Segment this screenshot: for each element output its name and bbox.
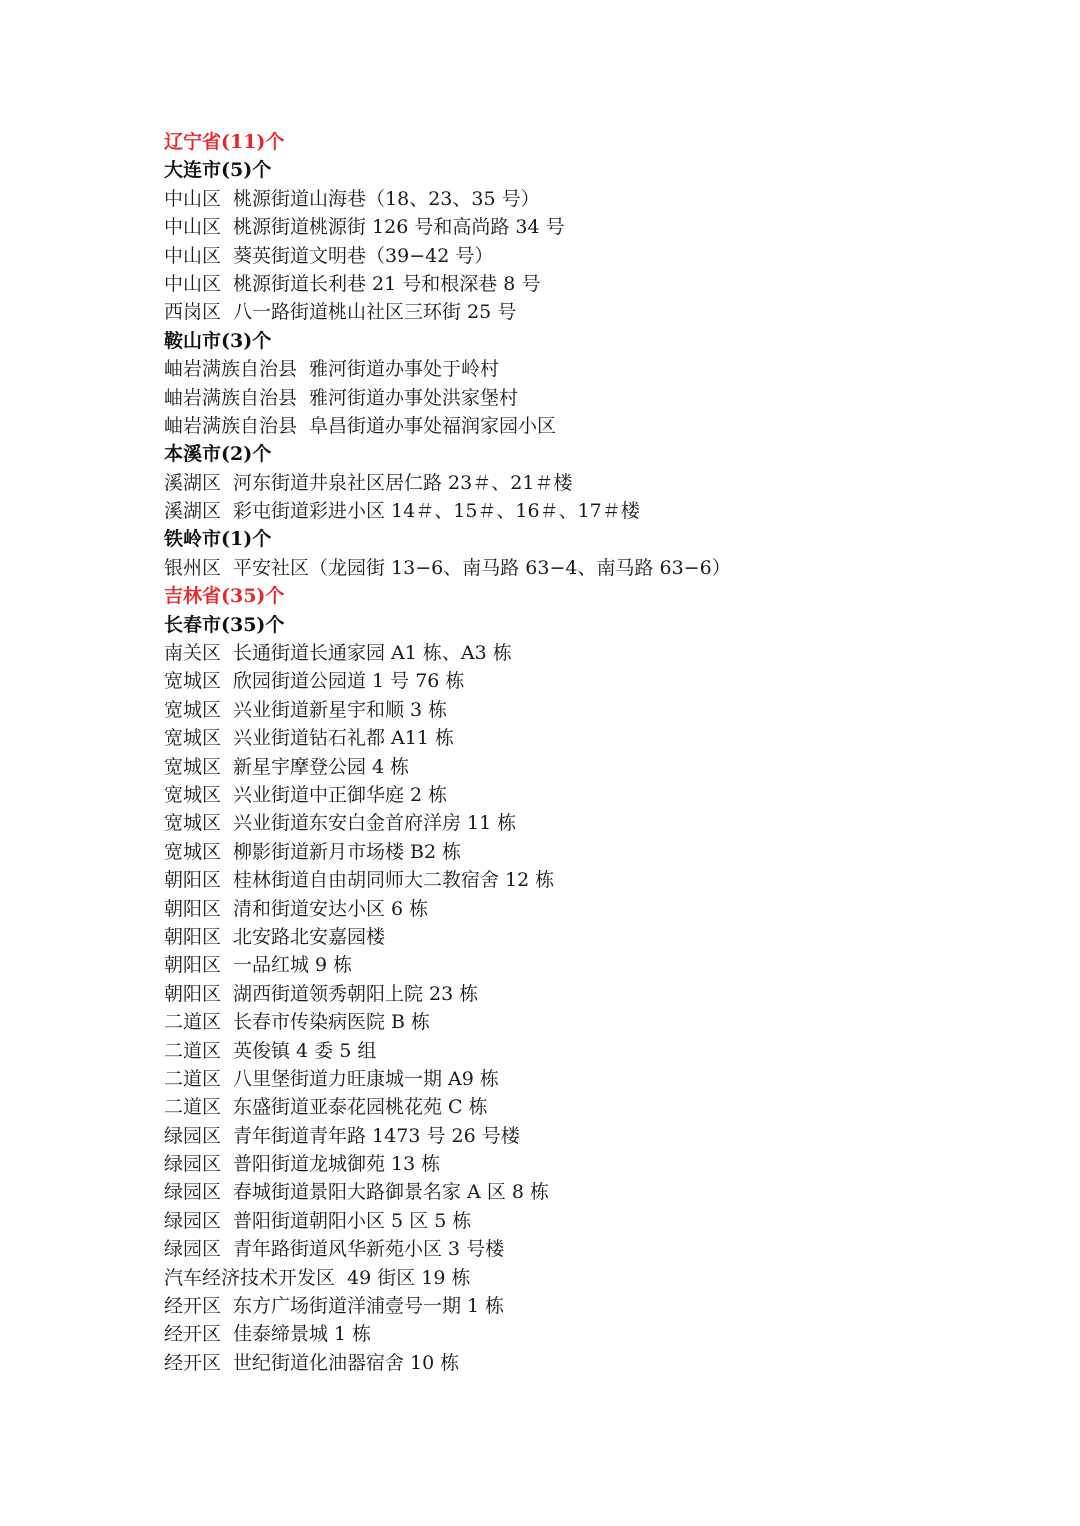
district-label: 经开区 xyxy=(164,1351,222,1374)
list-item xyxy=(164,753,1044,781)
district-label: 朝阳区 xyxy=(164,954,222,977)
address-text: 北安路北安嘉园楼 xyxy=(233,925,386,948)
address-text: 欣园街道公园道 1 号 76 栋 xyxy=(233,670,465,693)
district-label: 中山区 xyxy=(164,216,222,239)
district-label: 绿园区 xyxy=(164,1153,222,1176)
address-text: 八一路街道桃山社区三环街 25 号 xyxy=(233,301,517,324)
address-text: 桃源街道桃源街 126 号和高尚路 34 号 xyxy=(233,216,565,239)
address-text: 49 街区 19 栋 xyxy=(347,1266,471,1289)
list-item xyxy=(164,951,1044,979)
district-label: 朝阳区 xyxy=(164,925,222,948)
list-item xyxy=(164,355,1044,383)
district-label: 朝阳区 xyxy=(164,869,222,892)
document-body xyxy=(164,128,1044,1406)
list-item xyxy=(164,384,1044,412)
district-label: 宽城区 xyxy=(164,670,222,693)
city-heading: 铁岭市(1)个 xyxy=(164,528,272,551)
district-label: 宽城区 xyxy=(164,812,222,835)
list-item xyxy=(164,667,1044,695)
address-text: 葵英街道文明巷（39−42 号） xyxy=(233,244,494,267)
address-text: 东方广场街道洋浦壹号一期 1 栋 xyxy=(233,1295,505,1318)
list-item xyxy=(164,866,1044,894)
list-item xyxy=(164,895,1044,923)
list-item xyxy=(164,1320,1044,1348)
address-text: 兴业街道钻石礼都 A11 栋 xyxy=(233,727,454,750)
address-text: 柳影街道新月市场楼 B2 栋 xyxy=(233,840,462,863)
address-text: 河东街道井泉社区居仁路 23＃、21＃楼 xyxy=(233,471,573,494)
province-heading: 吉林省(35)个 xyxy=(164,585,285,608)
district-label: 朝阳区 xyxy=(164,897,222,920)
address-text: 普阳街道朝阳小区 5 区 5 栋 xyxy=(233,1209,472,1232)
address-text: 平安社区（龙园街 13−6、南马路 63−4、南马路 63−6） xyxy=(233,556,731,579)
district-label: 西岗区 xyxy=(164,301,222,324)
district-label: 岫岩满族自治县 xyxy=(164,358,298,381)
list-item xyxy=(164,213,1044,241)
address-text: 世纪街道化油器宿舍 10 栋 xyxy=(233,1351,460,1374)
address-text: 兴业街道新星宇和顺 3 栋 xyxy=(233,698,448,721)
district-label: 中山区 xyxy=(164,244,222,267)
district-label: 绿园区 xyxy=(164,1181,222,1204)
list-item xyxy=(164,781,1044,809)
list-item xyxy=(164,1235,1044,1263)
address-text: 佳泰缔景城 1 栋 xyxy=(233,1323,372,1346)
address-text: 阜昌街道办事处福润家园小区 xyxy=(309,414,557,437)
address-text: 雅河街道办事处洪家堡村 xyxy=(309,386,519,409)
province-heading: 辽宁省(11)个 xyxy=(164,131,285,153)
address-text: 湖西街道领秀朝阳上院 23 栋 xyxy=(233,982,479,1005)
list-item xyxy=(164,1207,1044,1235)
list-item xyxy=(164,639,1044,667)
address-text: 彩屯街道彩进小区 14＃、15＃、16＃、17＃楼 xyxy=(233,500,640,523)
district-label: 溪湖区 xyxy=(164,471,222,494)
district-label: 宽城区 xyxy=(164,698,222,721)
district-label: 中山区 xyxy=(164,272,222,295)
list-item xyxy=(164,469,1044,497)
district-label: 二道区 xyxy=(164,1011,222,1034)
address-text: 东盛街道亚泰花园桃花苑 C 栋 xyxy=(233,1096,488,1119)
list-item xyxy=(164,696,1044,724)
address-text: 新星宇摩登公园 4 栋 xyxy=(233,755,410,778)
address-text: 桃源街道长利巷 21 号和根深巷 8 号 xyxy=(233,272,541,295)
list-item xyxy=(164,1150,1044,1178)
address-text: 八里堡街道力旺康城一期 A9 栋 xyxy=(233,1067,499,1090)
list-item xyxy=(164,1292,1044,1320)
list-item xyxy=(164,1065,1044,1093)
address-text: 长春市传染病医院 B 栋 xyxy=(233,1011,431,1034)
list-item xyxy=(164,1037,1044,1065)
district-label: 中山区 xyxy=(164,187,222,210)
district-label: 二道区 xyxy=(164,1096,222,1119)
list-item xyxy=(164,980,1044,1008)
list-item xyxy=(164,838,1044,866)
address-text: 桃源街道山海巷（18、23、35 号） xyxy=(233,187,540,210)
district-label: 经开区 xyxy=(164,1323,222,1346)
address-text: 兴业街道东安白金首府洋房 11 栋 xyxy=(233,812,517,835)
district-label: 岫岩满族自治县 xyxy=(164,386,298,409)
address-text: 英俊镇 4 委 5 组 xyxy=(233,1039,377,1062)
list-item xyxy=(164,554,1044,582)
address-text: 青年街道青年路 1473 号 26 号楼 xyxy=(233,1124,520,1147)
list-item xyxy=(164,1008,1044,1036)
district-label: 二道区 xyxy=(164,1039,222,1062)
address-text: 雅河街道办事处于岭村 xyxy=(309,358,500,381)
list-item xyxy=(164,1377,1044,1405)
list-item xyxy=(164,1093,1044,1121)
address-text: 清和街道安达小区 6 栋 xyxy=(233,897,429,920)
city-heading: 长春市(35)个 xyxy=(164,613,285,636)
list-item xyxy=(164,1264,1044,1292)
city-heading: 大连市(5)个 xyxy=(164,159,272,182)
list-item xyxy=(164,724,1044,752)
address-text: 青年路街道风华新苑小区 3 号楼 xyxy=(233,1238,505,1261)
address-text: 长通街道长通家园 A1 栋、A3 栋 xyxy=(233,642,512,665)
district-label: 溪湖区 xyxy=(164,500,222,523)
address-text: 兴业街道中正御华庭 2 栋 xyxy=(233,783,448,806)
list-item xyxy=(164,1349,1044,1377)
list-item xyxy=(164,270,1044,298)
list-item xyxy=(164,923,1044,951)
district-label: 宽城区 xyxy=(164,727,222,750)
city-heading: 鞍山市(3)个 xyxy=(164,329,272,352)
district-label: 岫岩满族自治县 xyxy=(164,414,298,437)
address-text: 普阳街道龙城御苑 13 栋 xyxy=(233,1153,441,1176)
district-label: 二道区 xyxy=(164,1067,222,1090)
address-text: 一品红城 9 栋 xyxy=(233,954,353,977)
district-label: 绿园区 xyxy=(164,1209,222,1232)
list-item xyxy=(164,242,1044,270)
city-heading: 本溪市(2)个 xyxy=(164,443,272,466)
district-label: 宽城区 xyxy=(164,755,222,778)
list-item xyxy=(164,497,1044,525)
district-label: 经开区 xyxy=(164,1295,222,1318)
district-label: 宽城区 xyxy=(164,840,222,863)
district-label: 绿园区 xyxy=(164,1238,222,1261)
list-item xyxy=(164,809,1044,837)
district-label: 宽城区 xyxy=(164,783,222,806)
district-label: 银州区 xyxy=(164,556,222,579)
list-item xyxy=(164,298,1044,326)
district-label: 朝阳区 xyxy=(164,982,222,1005)
list-item xyxy=(164,1178,1044,1206)
list-item xyxy=(164,412,1044,440)
address-text: 春城街道景阳大路御景名家 A 区 8 栋 xyxy=(233,1181,549,1204)
address-text: 桂林街道自由胡同师大二教宿舍 12 栋 xyxy=(233,869,555,892)
list-item xyxy=(164,1122,1044,1150)
district-label: 汽车经济技术开发区 xyxy=(164,1266,336,1289)
district-label: 绿园区 xyxy=(164,1124,222,1147)
district-label: 南关区 xyxy=(164,642,222,665)
list-item xyxy=(164,185,1044,213)
